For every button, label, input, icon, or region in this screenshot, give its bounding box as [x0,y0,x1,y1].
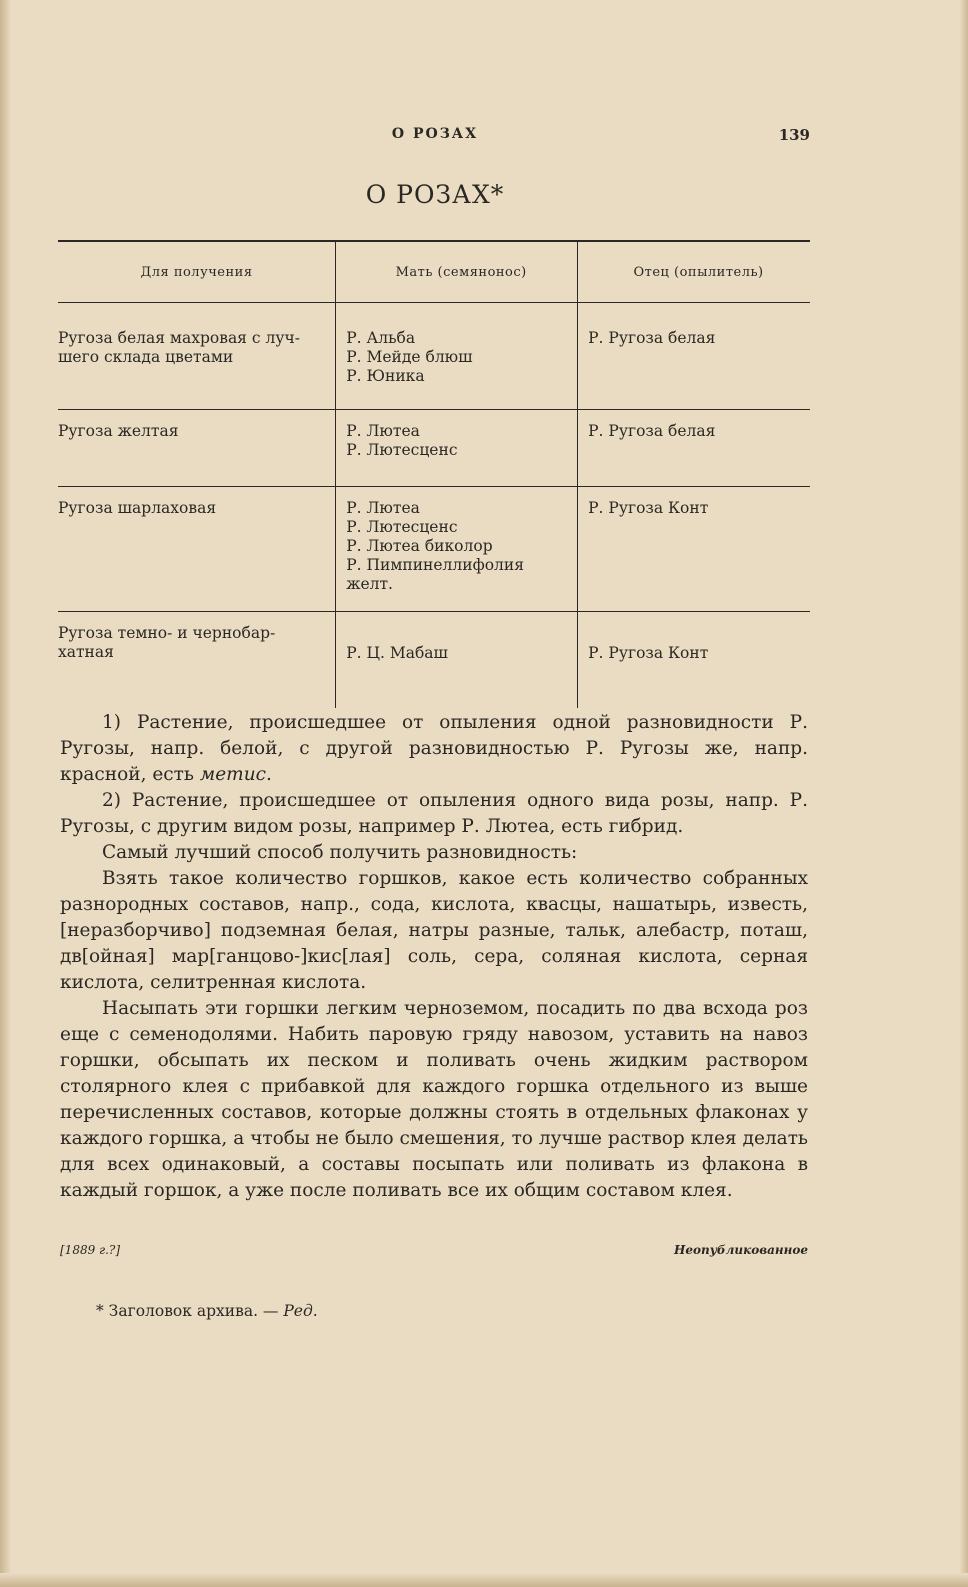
cell-line: Р. Лютеа [346,422,420,440]
status-note: Неопубликованное [674,1243,808,1257]
cell-line: Р. Пимпинеллифолия [346,556,524,574]
body-text [60,710,808,1204]
cell-line: Ругоза белая махровая с луч- [58,329,300,347]
page-edge-bottom [0,1573,968,1587]
cell-line: Р. Ругоза белая [588,422,716,440]
cell-line: Р. Ц. Мабаш [346,644,448,662]
cell-target [58,410,336,487]
cell-mother [336,612,578,709]
paragraph-5: Насыпать эти горшки легким черноземом, посадить по два всхода роз еще с семенодолями. Набить паровую гряду навозом, уставить на навоз горшки, обсыпать их песком и поливать очень жидким раствором столярного клея с прибавкой для каждого горшка отдельного из выше перечисленных составов, которые должны стоять в отдельных флаконах у каждого горшка, а чтобы не было смешения, то лучше раствор клея делать для всех одинаковый, а составы посыпать или поливать из флакона в каждый горшок, а уже после поливать все их общим составом клея. [60,998,808,1201]
cell-line: Р. Ругоза Конт [588,644,709,662]
table-header-row [58,241,810,303]
footnote-editor: Ред. [283,1302,318,1320]
cell-mother [336,487,578,612]
footnote-text: * Заголовок архива. — [96,1302,284,1320]
cell-line: Ругоза шарлаховая [58,499,217,517]
cell-line: хатная [58,643,114,661]
cell-mother [336,410,578,487]
cell-line: Р. Альба [346,329,416,347]
running-title: О РОЗАХ [391,126,479,142]
cell-line: Р. Лютеа биколор [346,537,493,555]
paragraph-1-end: . [265,764,272,785]
crossing-table [58,240,810,708]
header-father: Отец (опылитель) [578,241,810,303]
cell-line: Р. Ругоза Конт [588,499,709,517]
cell-line: Ругоза желтая [58,422,179,440]
date-note: [1889 г.?] [60,1243,121,1257]
term-metis: метис [199,764,266,785]
table-row [58,410,810,487]
table-row [58,303,810,410]
page-edge-right [960,0,968,1587]
cell-father [578,612,810,709]
header-target: Для получения [58,241,336,303]
running-head [60,126,810,146]
meta-row [60,1243,808,1263]
paragraph-1 [60,710,808,788]
cell-father [578,303,810,410]
cell-line: Р. Лютеа [346,499,420,517]
paragraph-3: Самый лучший способ получить разновидность: [102,842,578,863]
cell-target [58,612,336,709]
cell-target [58,303,336,410]
cell-line: Ругоза темно- и чернобар- [58,624,276,642]
cell-target [58,487,336,612]
cell-father [578,487,810,612]
cell-mother [336,303,578,410]
table-row [58,487,810,612]
page-title: О РОЗАХ* [365,180,505,209]
cell-line: Р. Лютесценс [346,518,458,536]
cell-line: Р. Лютесценс [346,441,458,459]
page-edge-left [0,0,10,1587]
footnote [96,1302,796,1320]
cell-line: шего склада цветами [58,348,234,366]
table-row [58,612,810,709]
paragraph-2: 2) Растение, происшедшее от опыления одного вида розы, напр. Р. Ругозы, с другим видом розы, например Р. Лютеа, есть гибрид. [60,790,808,837]
page-number: 139 [778,126,810,144]
cell-line: Р. Мейде блюш [346,348,473,366]
paragraph-4: Взять такое количество горшков, какое есть количество собранных разнородных составов, напр., сода, кислота, квасцы, нашатырь, известь, [неразборчиво] подземная белая, натры разные, тальк, алебастр, поташ, дв[ойная] мар[ганцово-]кис[лая] соль, сера, соляная кислота, серная кислота, селитренная кислота. [60,868,808,993]
cell-father [578,410,810,487]
cell-line: Р. Юника [346,367,425,385]
cell-line: желт. [346,575,393,593]
paragraph-1-text: 1) Растение, происшедшее от опыления одной разновидности Р. Ругозы, напр. белой, с другой разновидностью Р. Ругозы же, напр. красной, есть [60,712,808,785]
cell-line: Р. Ругоза белая [588,329,716,347]
header-mother: Мать (семянонос) [336,241,578,303]
